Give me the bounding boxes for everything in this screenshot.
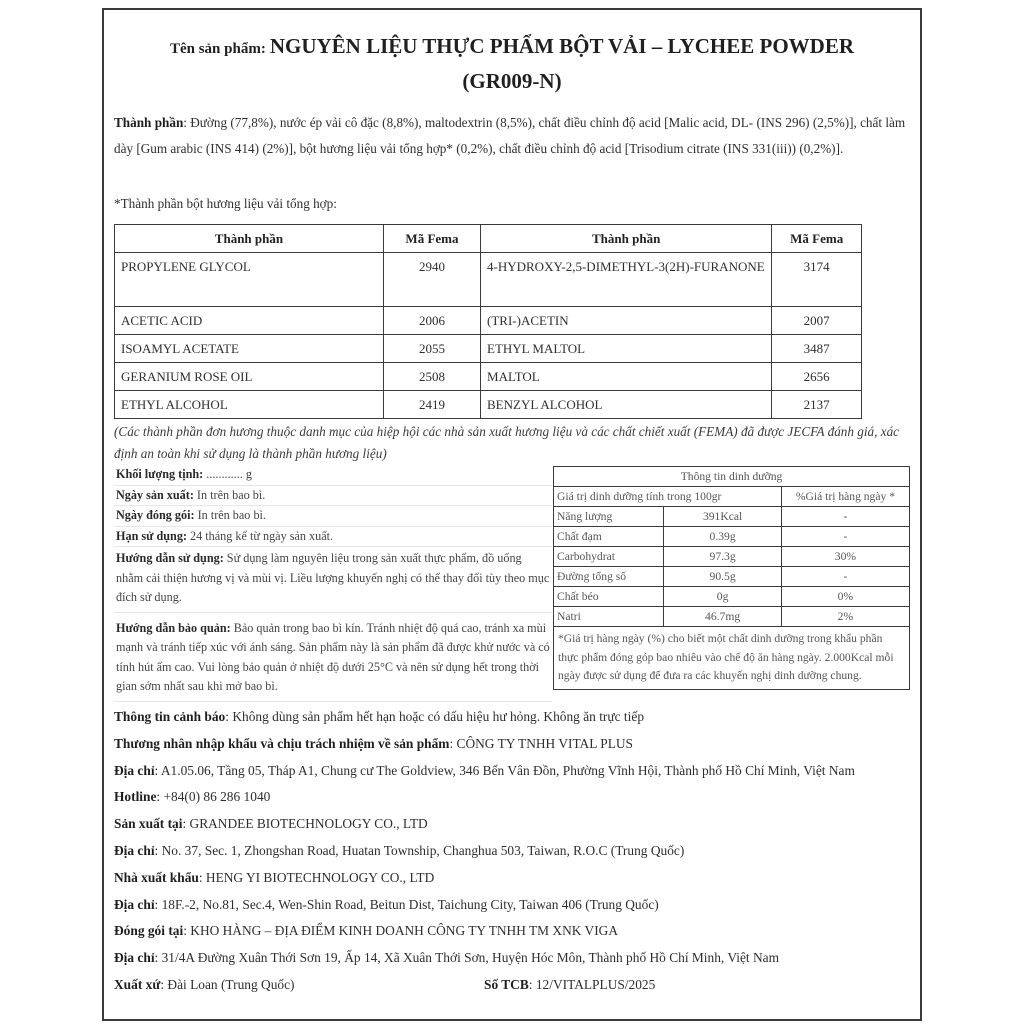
fema-code: 2419 (383, 391, 480, 419)
pack-date-value: In trên bao bì. (194, 508, 266, 522)
manufacturer-address-value: : No. 37, Sec. 1, Zhongshan Road, Huatan Township, Changhua 503, Taiwan, R.O.C (Trung Quốc) (154, 842, 685, 858)
fema-code: 2656 (772, 363, 862, 391)
usage-label: Hướng dẫn sử dụng: (116, 551, 224, 565)
net-weight-label: Khối lượng tịnh: (116, 467, 204, 481)
mfg-date-row (114, 486, 552, 507)
ingredients-label: Thành phần (114, 115, 184, 130)
nutrient-name: Carbohydrat (554, 547, 664, 567)
nutrition-row (554, 607, 910, 627)
nutrition-footnote: *Giá trị hàng ngày (%) cho biết một chất dinh dưỡng trong khẩu phần thực phẩm đóng góp bao nhiêu vào chế độ ăn hàng ngày. 2.000Kcal mỗi ngày được sử dụng để đưa ra các khuyến nghị dinh dưỡng chung. (554, 627, 910, 690)
exporter-line (114, 865, 912, 892)
warning-label: Thông tin cảnh báo (114, 709, 226, 724)
importer-value: : CÔNG TY TNHH VITAL PLUS (449, 735, 634, 751)
packer-label: Đóng gói tại (114, 923, 184, 939)
nutrient-name: Năng lượng (554, 507, 664, 527)
fema-header-code: Mã Fema (772, 225, 862, 253)
fema-header-ingredient: Thành phần (481, 225, 772, 253)
importer-address-line (114, 758, 912, 785)
origin-value: : Đài Loan (Trung Quốc) (160, 976, 295, 992)
nutrient-amount: 0.39g (664, 527, 781, 547)
tcb-value: : 12/VITALPLUS/2025 (528, 976, 656, 992)
manufacturer-line (114, 811, 912, 838)
nutrient-dv: 30% (781, 547, 909, 567)
hotline-label: Hotline (114, 789, 157, 805)
fema-ingredient: ETHYL MALTOL (481, 335, 772, 363)
fema-row (115, 307, 862, 335)
pack-date-row (114, 506, 552, 527)
fema-header-ingredient: Thành phần (115, 225, 384, 253)
importer-address-label: Địa chỉ (114, 762, 155, 778)
packer-value: : KHO HÀNG – ĐỊA ĐIỂM KINH DOANH CÔNG TY TNHH TM XNK VIGA (183, 923, 619, 939)
nutrition-footnote-row (554, 627, 910, 690)
usage-row (114, 547, 552, 613)
net-weight-row (114, 465, 552, 486)
fema-code: 2007 (772, 307, 862, 335)
warning-value: : Không dùng sản phẩm hết hạn hoặc có dấu hiệu hư hỏng. Không ăn trực tiếp (225, 709, 645, 724)
exporter-label: Nhà xuất khẩu (114, 869, 199, 885)
fema-code: 2508 (383, 363, 480, 391)
flavor-note: *Thành phần bột hương liệu vải tổng hợp: (114, 196, 337, 211)
product-code: (GR009-N) (462, 69, 562, 93)
fema-ingredient: GERANIUM ROSE OIL (115, 363, 384, 391)
nutrition-title: Thông tin dinh dưỡng (554, 467, 910, 487)
product-title (104, 30, 920, 97)
fema-ingredient: ISOAMYL ACETATE (115, 335, 384, 363)
fema-code: 3174 (772, 253, 862, 307)
warning-line (114, 704, 912, 731)
fema-ingredient: 4-HYDROXY-2,5-DIMETHYL-3(2H)-FURANONE (481, 253, 772, 307)
manufacturer-address-line (114, 838, 912, 865)
fema-code: 2940 (383, 253, 480, 307)
tcb-label: Số TCB (484, 976, 529, 992)
nutrient-name: Đường tổng số (554, 567, 664, 587)
storage-row (114, 617, 552, 702)
fema-row (115, 363, 862, 391)
fema-header-code: Mã Fema (383, 225, 480, 253)
importer-address-value: : A1.05.06, Tầng 05, Tháp A1, Chung cư The Goldview, 346 Bến Vân Đồn, Phường Vĩnh Hội, Thành phố Hồ Chí Minh, Việt Nam (154, 762, 855, 778)
hotline-line (114, 784, 912, 811)
hotline-value: : +84(0) 86 286 1040 (156, 789, 271, 805)
expiry-value: 24 tháng kể từ ngày sản xuất. (187, 528, 334, 543)
fema-ingredient: PROPYLENE GLYCOL (115, 253, 384, 307)
nutrient-name: Chất đạm (554, 527, 664, 547)
nutrition-row (554, 547, 910, 567)
nutrient-dv: 2% (781, 607, 909, 627)
origin-line (114, 972, 912, 999)
packer-line (114, 918, 912, 945)
packer-address-value: : 31/4A Đường Xuân Thới Sơn 19, Ấp 14, Xã Xuân Thới Sơn, Huyện Hóc Môn, Thành phố Hồ Chí Minh, Việt Nam (154, 950, 780, 966)
manufacturer-value: : GRANDEE BIOTECHNOLOGY CO., LTD (182, 816, 428, 832)
nutrient-dv: - (781, 567, 909, 587)
nutrient-name: Natri (554, 607, 664, 627)
nutrient-dv: - (781, 527, 909, 547)
nutrition-row (554, 527, 910, 547)
packer-address-label: Địa chỉ (114, 950, 155, 966)
nutrition-dv-header: %Giá trị hàng ngày * (781, 487, 909, 507)
fema-code: 2006 (383, 307, 480, 335)
nutrient-amount: 0g (664, 587, 781, 607)
usage-value: Sử dụng làm nguyên liệu trong sản xuất thực phẩm, đồ uống nhằm cải thiện hương vị và mùi vị. Liều lượng khuyến nghị có thể thay đổi tùy theo mục đích sử dụng. (116, 551, 550, 604)
exporter-address-label: Địa chỉ (114, 896, 155, 912)
manufacturer-address-label: Địa chỉ (114, 842, 155, 858)
company-details (114, 704, 912, 999)
fema-row (115, 335, 862, 363)
fema-ingredient: BENZYL ALCOHOL (481, 391, 772, 419)
expiry-label: Hạn sử dụng: (116, 528, 187, 543)
nutrient-amount: 391Kcal (664, 507, 781, 527)
product-info-column (114, 465, 552, 702)
nutrition-row (554, 507, 910, 527)
product-name: NGUYÊN LIỆU THỰC PHẨM BỘT VẢI – LYCHEE POWDER (269, 34, 855, 58)
fema-ingredient: (TRI-)ACETIN (481, 307, 772, 335)
nutrition-table (553, 466, 910, 690)
mfg-date-label: Ngày sản xuất: (116, 487, 194, 502)
expiry-row (114, 527, 552, 548)
ingredients-paragraph (114, 110, 912, 162)
fema-row (115, 391, 862, 419)
tcb-group (484, 972, 655, 999)
ingredients-text: : Đường (77,8%), nước ép vải cô đặc (8,8%), maltodextrin (8,5%), chất điều chỉnh độ acid [Malic acid, DL- (INS 296) (2,5%)], chất làm dày [Gum arabic (INS 414) (2%)], bột hương liệu vải tổng hợp* (0,2%), chất điều chỉnh độ acid [Trisodium citrate (INS 331(iii)) (0,2%)]. (114, 115, 906, 156)
nutrient-dv: - (781, 507, 909, 527)
fema-code: 3487 (772, 335, 862, 363)
fema-ingredient: ETHYL ALCOHOL (115, 391, 384, 419)
exporter-address-line (114, 892, 912, 919)
exporter-address-value: : 18F.-2, No.81, Sec.4, Wen-Shin Road, Beitun Dist, Taichung City, Taiwan 406 (Trung Quốc) (154, 896, 659, 912)
pack-date-label: Ngày đóng gói: (116, 508, 195, 522)
nutrient-amount: 90.5g (664, 567, 781, 587)
manufacturer-label: Sản xuất tại (114, 816, 183, 832)
exporter-value: : HENG YI BIOTECHNOLOGY CO., LTD (198, 869, 435, 885)
title-prefix: Tên sản phẩm: (169, 41, 266, 57)
fema-row (115, 253, 862, 307)
nutrient-dv: 0% (781, 587, 909, 607)
fema-code: 2055 (383, 335, 480, 363)
fema-ingredient: MALTOL (481, 363, 772, 391)
nutrition-basis: Giá trị dinh dưỡng tính trong 100gr (554, 487, 782, 507)
nutrition-row (554, 567, 910, 587)
storage-value: Bảo quản trong bao bì kín. Tránh nhiệt độ quá cao, tránh xa mùi mạnh và tránh tiếp xúc với ánh sáng. Sản phẩm này là sản phẩm đã được khử nước và có tính hút ẩm cao. Vui lòng bảo quản ở nhiệt độ dưới 25°C và nên sử dụng hết trong thời gian sớm nhất sau khi mở bao bì. (116, 620, 550, 693)
nutrition-row (554, 587, 910, 607)
fema-table (114, 224, 862, 419)
mfg-date-value: In trên bao bì. (193, 487, 266, 502)
product-label (102, 8, 922, 1021)
net-weight-value: ............ g (203, 467, 252, 481)
fema-header-row (115, 225, 862, 253)
nutrient-amount: 46.7mg (664, 607, 781, 627)
importer-line (114, 731, 912, 758)
importer-label: Thương nhân nhập khẩu và chịu trách nhiệm về sản phẩm (114, 735, 450, 751)
nutrient-name: Chất béo (554, 587, 664, 607)
fema-note: (Các thành phần đơn hương thuộc danh mục của hiệp hội các nhà sản xuất hương liệu và các chất chiết xuất (FEMA) đã được JECFA đánh giá, xác định an toàn khi sử dụng là thành phần hương liệu) (114, 424, 900, 461)
fema-code: 2137 (772, 391, 862, 419)
nutrition-basis-row (554, 487, 910, 507)
fema-ingredient: ACETIC ACID (115, 307, 384, 335)
nutrient-amount: 97.3g (664, 547, 781, 567)
nutrition-title-row (554, 467, 910, 487)
origin-label: Xuất xứ (114, 976, 161, 992)
storage-label: Hướng dẫn bảo quản: (116, 620, 231, 635)
packer-address-line (114, 945, 912, 972)
